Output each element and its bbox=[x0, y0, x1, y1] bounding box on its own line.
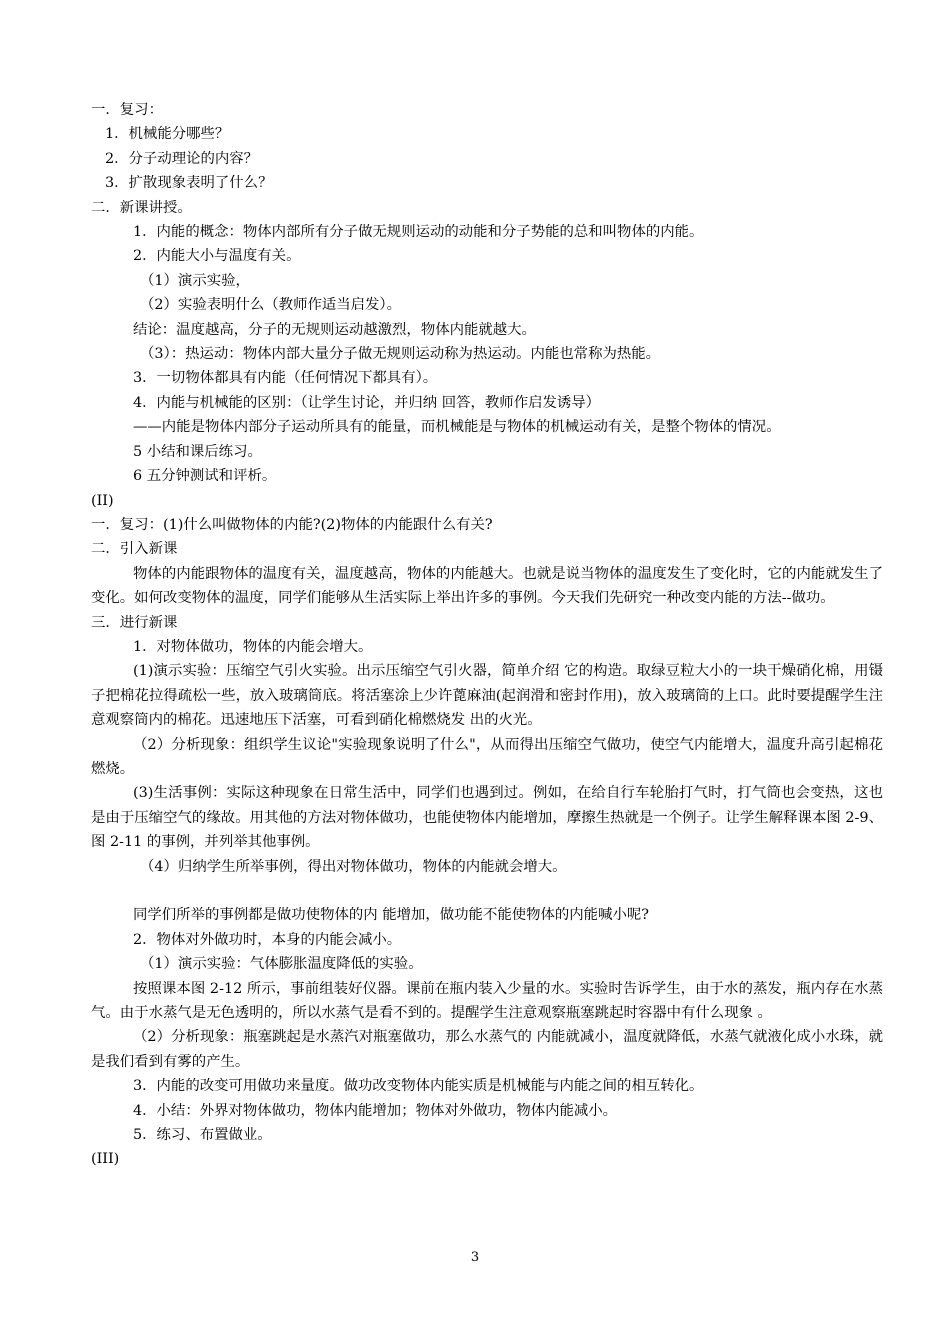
item-summary: 5 小结和课后练习。 bbox=[133, 443, 262, 460]
item-measure: 3．内能的改变可用做功来量度。做功改变物体内能实质是机械能与内能之间的相互转化。 bbox=[133, 1078, 704, 1095]
question-1: 1．机械能分哪些？ bbox=[105, 126, 230, 143]
question-line: 同学们所举的事例都是做功使物体的内 能增加，做功能不能使物体的内能喊小呢? bbox=[133, 907, 649, 924]
question-2: 2．分子动理论的内容？ bbox=[105, 150, 259, 167]
intro-paragraph: 物体的内能跟物体的温度有关，温度越高，物体的内能越大。也就是说当物体的温度发生了变化时，它的内能就发生了变化。如何改变物体的温度，同学们能够从生活实际上举出许多的事例。今天我们先研究一种改变内能的方法--做功。 bbox=[91, 565, 883, 607]
heading-review-ii: 一．复习：(1)什么叫做物体的内能?(2)物体的内能跟什么有关? bbox=[91, 516, 493, 533]
analysis-paragraph: （2）分析现象：组织学生议论"实验现象说明了什么"，从而得出压缩空气做功，使空气内能增大，温度升高引起棉花燃烧。 bbox=[91, 736, 883, 777]
document-body bbox=[91, 98, 883, 1172]
section-marker-iii: (III) bbox=[91, 1151, 120, 1168]
section-marker-ii: (II) bbox=[91, 492, 114, 509]
heading-intro: 二．引入新课 bbox=[91, 541, 178, 558]
item-work-on-object: 1．对物体做功，物体的内能会增大。 bbox=[133, 638, 373, 655]
heading-proceed: 三．进行新课 bbox=[91, 614, 178, 631]
demo-compression-paragraph: (1)演示实验：压缩空气引火实验。出示压缩空气引火器，简单介绍 它的构造。取绿豆粒大小的一块干燥硝化棉，用镊子把棉花拉得疏松一些，放入玻璃筒底。将活塞涂上少许蓖麻油(起润滑和密封作用)，放入玻璃筒的上口。此时要提醒学生注意观察筒内的棉花。迅速地压下活塞，可看到硝化棉燃烧发 出的火光。 bbox=[91, 663, 883, 729]
item-temperature-relation: 2．内能大小与温度有关。 bbox=[133, 248, 301, 265]
item-internal-energy-concept: 1．内能的概念：物体内部所有分子做无规则运动的动能和分子势能的总和叫物体的内能。 bbox=[133, 224, 704, 241]
item-difference: 4．内能与机械能的区别：（让学生讨论，并归纳 回答，教师作启发诱导） bbox=[133, 394, 601, 411]
item-all-objects: 3．一切物体都具有内能（任何情况下都具有）。 bbox=[133, 370, 438, 387]
conclusion-line: 结论：温度越高，分子的无规则运动越激烈，物体内能就越大。 bbox=[133, 321, 536, 338]
item-conclusion: 4．小结：外界对物体做功，物体内能增加；物体对外做功，物体内能减小。 bbox=[133, 1102, 618, 1119]
question-3: 3．扩散现象表明了什么？ bbox=[105, 175, 273, 192]
expansion-analysis-paragraph: （2）分析现象：瓶塞跳起是水蒸汽对瓶塞做功，那么水蒸气的 内能就减小，温度就降低，水蒸气就液化成小水珠，就是我们看到有雾的产生。 bbox=[91, 1029, 883, 1070]
sub-item-expansion-demo: （1）演示实验：气体膨胀温度降低的实验。 bbox=[140, 956, 423, 973]
page-number: 3 bbox=[470, 1250, 480, 1265]
item-test: 6 五分钟测试和评析。 bbox=[133, 468, 277, 485]
heading-new-lesson: 二．新课讲授。 bbox=[91, 199, 192, 216]
heading-review: 一．复习： bbox=[91, 102, 163, 118]
sub-item-demo: （1）演示实验， bbox=[140, 272, 250, 289]
life-examples-paragraph: (3)生活事例：实际这种现象在日常生活中，同学们也遇到过。例如，在给自行车轮胎打气时，打气筒也会变热，这也是由于压缩空气的缘故。用其他的方法对物体做功，也能使物体内能增加，摩擦生热就是一个例子。让学生解释课本图 2-9、图 2-11 的事例，并列举其他事例。 bbox=[91, 785, 883, 851]
sub-item-experiment-meaning: （2）实验表明什么（教师作适当启发）。 bbox=[140, 297, 401, 314]
sub-item-thermal-motion: （3）：热运动：物体内部大量分子做无规则运动称为热运动。内能也常称为热能。 bbox=[140, 346, 661, 363]
difference-explanation: ——内能是物体内部分子运动所具有的能量，而机械能是与物体的机械运动有关，是整个物体的情况。 bbox=[133, 419, 781, 436]
expansion-paragraph: 按照课本图 2-12 所示，事前组装好仪器。课前在瓶内装入少量的水。实验时告诉学生，由于水的蒸发，瓶内存在水蒸气。由于水蒸气是无色透明的，所以水蒸气是看不到的。提醒学生注意观察瓶塞跳起时容器中有什么现象 。 bbox=[91, 980, 883, 1022]
item-homework: 5．练习、布置做业。 bbox=[133, 1127, 272, 1144]
item-object-does-work: 2．物体对外做功时，本身的内能会减小。 bbox=[133, 931, 402, 948]
induction-line: （4）归纳学生所举事例，得出对物体做功，物体的内能就会增大。 bbox=[140, 858, 567, 875]
blank-line bbox=[91, 879, 883, 903]
